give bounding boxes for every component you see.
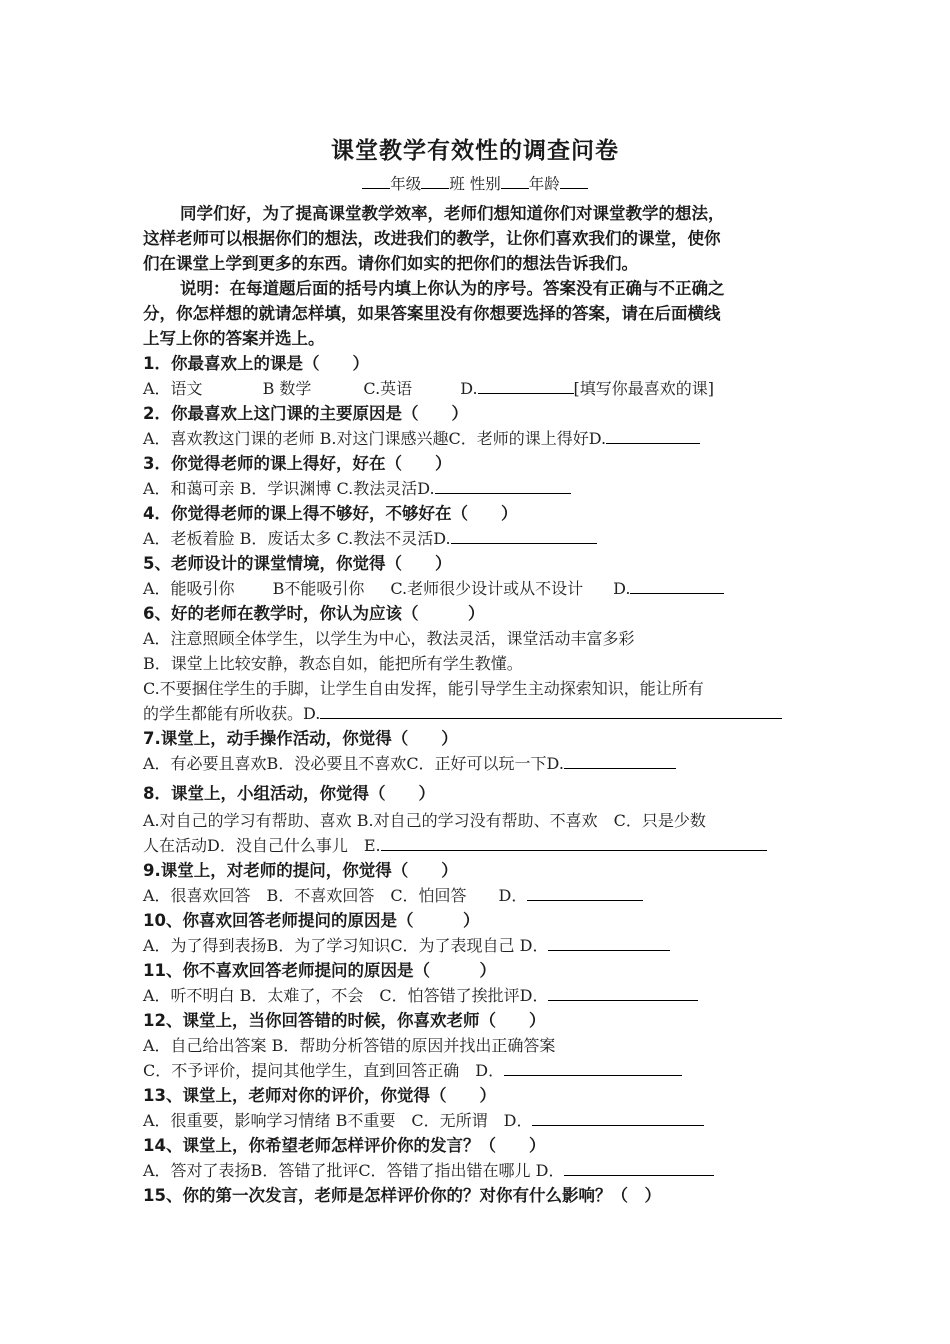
intro-line-2: 这样老师可以根据你们的想法，改进我们的教学，让你们喜欢我们的课堂，使你 [143, 229, 721, 248]
gender-blank[interactable] [501, 172, 529, 189]
q5-answer-blank[interactable] [630, 577, 724, 594]
q4-options-text: A．老板着脸 B．废话太多 C.教法不灵活D. [143, 529, 451, 548]
question-10: 10、你喜欢回答老师提问的原因是（ ） [143, 911, 480, 930]
q9-options-text: A．很喜欢回答 B．不喜欢回答 C．怕回答 D． [143, 886, 528, 905]
q8-options-text: 人在活动D．没自己什么事儿 E. [143, 836, 381, 855]
q12-options-1: A．自己给出答案 B．帮助分析答错的原因并找出正确答案 [143, 1036, 556, 1055]
q5-option-a: A．能吸引你 [143, 579, 235, 598]
q1-option-a: A．语文 [143, 379, 203, 398]
instructions-line-2: 分，你怎样想的就请怎样填，如果答案里没有你想要选择的答案，请在后面横线 [143, 304, 721, 323]
question-12: 12、课堂上，当你回答错的时候，你喜欢老师（ ） [143, 1011, 546, 1030]
question-4: 4．你觉得老师的课上得不够好，不够好在（ ） [143, 504, 518, 523]
question-7: 7.课堂上，动手操作活动，你觉得（ ） [143, 729, 458, 748]
q6-option-c-cont [143, 701, 811, 726]
q7-options-text: A．有必要且喜欢B．没必要且不喜欢C．正好可以玩一下D. [143, 754, 564, 773]
age-label: 年龄 [528, 175, 560, 193]
question-3: 3．你觉得老师的课上得好，好在（ ） [143, 454, 452, 473]
q13-answer-blank[interactable] [532, 1109, 704, 1126]
q14-options [143, 1158, 811, 1183]
q5-options [143, 576, 811, 601]
question-2: 2．你最喜欢上这门课的主要原因是（ ） [143, 404, 468, 423]
q4-options [143, 526, 811, 551]
q6-option-c-tail: 的学生都能有所收获。D. [143, 704, 321, 723]
question-11: 11、你不喜欢回答老师提问的原因是（ ） [143, 961, 496, 980]
q13-options-text: A．很重要，影响学习情绪 B不重要 C．无所谓 D． [143, 1111, 533, 1130]
question-8: 8．课堂上，小组活动，你觉得（ ） [143, 784, 435, 803]
gender-label: 性别 [469, 175, 501, 193]
q6-answer-blank[interactable] [320, 702, 782, 719]
q1-fill-hint: [填写你最喜欢的课] [573, 379, 715, 398]
q2-options [143, 426, 811, 451]
q14-answer-blank[interactable] [564, 1159, 714, 1176]
question-9: 9.课堂上，对老师的提问，你觉得（ ） [143, 861, 458, 880]
q14-options-text: A．答对了表扬B．答错了批评C．答错了指出错在哪儿 D． [143, 1161, 565, 1180]
q11-answer-blank[interactable] [548, 984, 698, 1001]
grade-label: 年级 [390, 175, 422, 193]
q1-answer-blank[interactable] [478, 377, 574, 394]
q6-option-a: A．注意照顾全体学生，以学生为中心，教法灵活，课堂活动丰富多彩 [143, 629, 635, 648]
instructions-line-1: 说明：在每道题后面的括号内填上你认为的序号。答案没有正确与不正确之 [180, 279, 725, 298]
q1-options [143, 376, 811, 401]
question-6: 6、好的老师在教学时，你认为应该（ ） [143, 604, 485, 623]
q12-options-text: C．不予评价，提问其他学生，直到回答正确 D． [143, 1061, 505, 1080]
class-label: 班 [449, 175, 465, 193]
q7-answer-blank[interactable] [564, 752, 676, 769]
question-1: 1．你最喜欢上的课是（ ） [143, 354, 369, 373]
q5-option-b: B不能吸引你 [272, 579, 365, 598]
q7-options [143, 751, 811, 776]
question-13: 13、课堂上，老师对你的评价，你觉得（ ） [143, 1086, 496, 1105]
q8-options-2 [143, 833, 811, 858]
age-blank[interactable] [560, 172, 588, 189]
q1-option-c: C.英语 [363, 379, 413, 398]
q10-options-text: A．为了得到表扬B．为了学习知识C．为了表现自己 D． [143, 936, 549, 955]
q6-option-c: C.不要捆住学生的手脚，让学生自由发挥，能引导学生主动探索知识，能让所有 [143, 679, 704, 698]
intro-line-1: 同学们好，为了提高课堂教学效率，老师们想知道你们对课堂教学的想法， [180, 204, 725, 223]
intro-line-3: 们在课堂上学到更多的东西。请你们如实的把你们的想法告诉我们。 [143, 254, 638, 273]
q10-options [143, 933, 811, 958]
question-14: 14、课堂上，你希望老师怎样评价你的发言？（ ） [143, 1136, 546, 1155]
q8-answer-blank[interactable] [381, 834, 767, 851]
q5-option-d: D. [613, 579, 631, 598]
q12-options-2 [143, 1058, 811, 1083]
grade-blank[interactable] [362, 172, 390, 189]
class-blank[interactable] [421, 172, 449, 189]
student-info-line [0, 172, 950, 197]
q6-option-b: B．课堂上比较安静，教态自如，能把所有学生教懂。 [143, 654, 523, 673]
q9-options [143, 883, 811, 908]
q1-option-d: D. [460, 379, 478, 398]
q2-answer-blank[interactable] [606, 427, 700, 444]
question-15: 15、你的第一次发言，老师是怎样评价你的？对你有什么影响？（ ） [143, 1186, 661, 1205]
question-5: 5、老师设计的课堂情境，你觉得（ ） [143, 554, 452, 573]
page-title: 课堂教学有效性的调查问卷 [331, 138, 619, 164]
q3-options [143, 476, 811, 501]
q1-option-b: B 数学 [262, 379, 312, 398]
q11-options [143, 983, 811, 1008]
q3-answer-blank[interactable] [435, 477, 571, 494]
q10-answer-blank[interactable] [548, 934, 670, 951]
q9-answer-blank[interactable] [527, 884, 643, 901]
q3-options-text: A．和蔼可亲 B．学识渊博 C.教法灵活D. [143, 479, 435, 498]
q13-options [143, 1108, 811, 1133]
q8-options-1: A.对自己的学习有帮助、喜欢 B.对自己的学习没有帮助、不喜欢 C．只是少数 [143, 811, 706, 830]
q2-options-text: A．喜欢教这门课的老师 B.对这门课感兴趣C．老师的课上得好D. [143, 429, 607, 448]
q5-option-c: C.老师很少设计或从不设计 [390, 579, 584, 598]
q4-answer-blank[interactable] [451, 527, 597, 544]
instructions-line-3: 上写上你的答案并选上。 [143, 329, 325, 348]
q11-options-text: A．听不明白 B．太难了，不会 C．怕答错了挨批评D． [143, 986, 549, 1005]
q12-answer-blank[interactable] [504, 1059, 682, 1076]
